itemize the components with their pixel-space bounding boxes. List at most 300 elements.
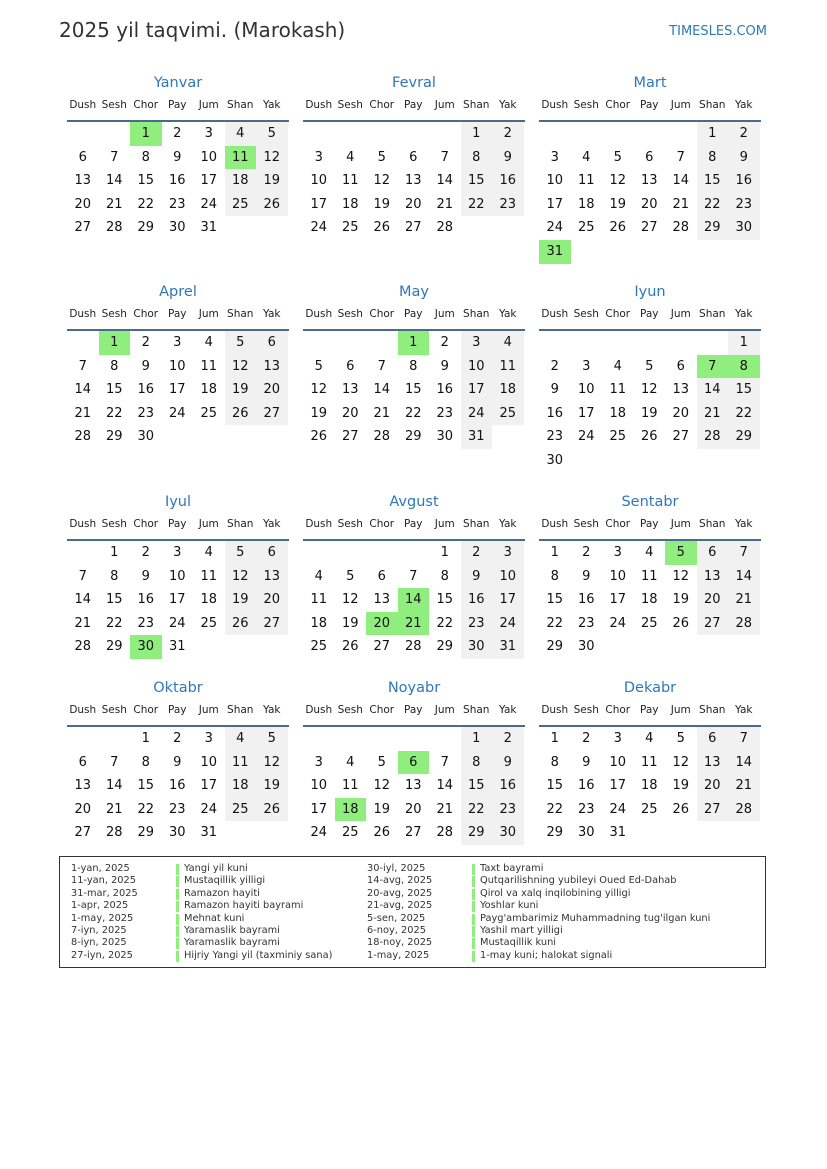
legend-color-marker — [176, 914, 179, 925]
week-row — [67, 798, 289, 822]
day-cell: 18 — [200, 592, 218, 608]
week-row — [67, 402, 289, 426]
day-cell: 10 — [200, 754, 218, 770]
day-cell: 30 — [168, 825, 186, 841]
day-cell: 14 — [373, 382, 391, 398]
day-cell: 9 — [141, 568, 150, 584]
day-cell: 8 — [440, 568, 449, 584]
weekday-label: Yak — [263, 99, 281, 111]
weekday-label: Sesh — [101, 518, 127, 530]
week-row — [67, 355, 289, 379]
day-cell: 17 — [492, 588, 524, 612]
day-cell: 2 — [461, 541, 493, 565]
day-cell: 23 — [168, 196, 186, 212]
day-cell: 26 — [256, 798, 288, 822]
empty-day-cell — [634, 331, 666, 355]
day-cell: 1 — [141, 731, 150, 746]
legend-color-marker — [176, 901, 179, 912]
day-cell: 19 — [225, 378, 257, 402]
empty-day-cell — [602, 240, 634, 264]
day-cell: 19 — [310, 405, 328, 421]
day-cell: 20 — [74, 196, 92, 212]
day-cell: 4 — [582, 149, 591, 165]
day-cell: 20 — [256, 588, 288, 612]
day-cell: 25 — [310, 639, 328, 655]
weekday-label: Pay — [167, 99, 187, 111]
day-cell: 13 — [341, 382, 359, 398]
day-cell: 25 — [341, 825, 359, 841]
day-cell: 11 — [341, 173, 359, 189]
day-cell: 12 — [225, 355, 257, 379]
day-cell: 14 — [697, 378, 729, 402]
weekday-label: Sesh — [337, 308, 363, 320]
weekday-header — [539, 701, 761, 727]
day-cell: 28 — [105, 825, 123, 841]
legend-holiday-name: Yaramaslik bayrami — [184, 924, 280, 936]
day-cell: 19 — [256, 169, 288, 193]
day-cell: 5 — [613, 149, 622, 165]
holiday-day-cell: 21 — [398, 612, 430, 636]
day-cell: 4 — [225, 727, 257, 751]
day-cell: 4 — [645, 545, 654, 560]
day-cell: 1 — [550, 731, 559, 746]
day-cell: 16 — [728, 169, 760, 193]
month-avgust — [303, 491, 525, 659]
day-cell: 9 — [582, 568, 591, 584]
weekday-label: Dush — [541, 704, 569, 716]
day-cell: 5 — [676, 731, 685, 746]
week-row — [539, 449, 761, 473]
day-cell: 3 — [613, 731, 622, 746]
legend-holiday-name: Ramazon hayiti bayrami — [184, 900, 304, 912]
day-cell: 10 — [168, 358, 186, 374]
day-cell: 5 — [645, 358, 654, 374]
holiday-day-cell: 30 — [130, 635, 162, 659]
day-cell: 23 — [492, 798, 524, 822]
empty-day-cell — [602, 635, 634, 659]
empty-day-cell — [256, 635, 288, 659]
weekday-header — [303, 96, 525, 122]
day-cell: 8 — [141, 754, 150, 770]
day-cell: 23 — [577, 801, 595, 817]
weekday-label: Jum — [670, 518, 691, 530]
day-cell: 27 — [404, 220, 422, 236]
holiday-day-cell: 6 — [398, 751, 430, 775]
empty-day-cell — [697, 331, 729, 355]
week-row — [67, 169, 289, 193]
day-cell: 4 — [492, 331, 524, 355]
day-cell: 11 — [310, 592, 328, 608]
legend-item — [71, 863, 332, 875]
day-cell: 10 — [546, 173, 564, 189]
empty-day-cell — [366, 541, 398, 565]
month-mart — [539, 72, 761, 264]
legend-holiday-name: Yashil mart yilligi — [480, 924, 563, 936]
day-cell: 30 — [168, 220, 186, 236]
day-cell: 16 — [168, 173, 186, 189]
day-cell: 6 — [78, 754, 87, 770]
day-cell: 9 — [728, 146, 760, 170]
legend-date: 1-yan, 2025 — [71, 863, 130, 874]
day-cell: 11 — [225, 751, 257, 775]
week-row — [67, 774, 289, 798]
day-cell: 9 — [173, 754, 182, 770]
day-cell: 12 — [373, 173, 391, 189]
empty-day-cell — [99, 122, 131, 146]
day-cell: 22 — [546, 801, 564, 817]
week-row — [303, 727, 525, 751]
empty-day-cell — [67, 727, 99, 751]
weekday-label: Jum — [434, 704, 455, 716]
weekday-label: Pay — [403, 518, 423, 530]
day-cell: 17 — [546, 196, 564, 212]
empty-day-cell — [697, 449, 729, 473]
day-cell: 7 — [440, 754, 449, 770]
day-cell: 23 — [728, 193, 760, 217]
legend-color-marker — [472, 864, 475, 875]
day-cell: 21 — [728, 588, 760, 612]
empty-day-cell — [256, 216, 288, 240]
day-cell: 25 — [640, 801, 658, 817]
empty-day-cell — [67, 331, 99, 355]
weekday-header — [303, 515, 525, 541]
day-cell: 24 — [310, 220, 328, 236]
weekday-label: Yak — [499, 99, 517, 111]
day-cell: 28 — [74, 639, 92, 655]
weekday-label: Chor — [369, 704, 395, 716]
day-cell: 22 — [697, 193, 729, 217]
day-cell: 6 — [256, 331, 288, 355]
legend-color-marker — [176, 889, 179, 900]
day-cell: 17 — [200, 778, 218, 794]
empty-day-cell — [634, 122, 666, 146]
holiday-day-cell: 8 — [728, 355, 760, 379]
day-cell: 6 — [697, 541, 729, 565]
day-cell: 28 — [728, 612, 760, 636]
empty-day-cell — [366, 122, 398, 146]
day-cell: 12 — [310, 382, 328, 398]
day-cell: 13 — [404, 778, 422, 794]
day-cell: 30 — [436, 429, 454, 445]
legend-holiday-name: Yangi yil kuni — [184, 863, 248, 874]
legend-holiday-name: Mustaqillik kuni — [480, 937, 557, 949]
weekday-label: Pay — [167, 518, 187, 530]
weekday-label: Chor — [133, 704, 159, 716]
legend-holiday-name: Qutqarilishning yubileyi Oued Ed-Dahab — [480, 875, 677, 887]
week-row — [67, 565, 289, 589]
day-cell: 15 — [105, 382, 123, 398]
day-cell: 21 — [672, 196, 690, 212]
day-cell: 10 — [577, 382, 595, 398]
month-iyul — [67, 491, 289, 659]
empty-day-cell — [335, 331, 367, 355]
weekday-label: Shan — [699, 99, 726, 111]
empty-day-cell — [602, 122, 634, 146]
day-cell: 17 — [577, 405, 595, 421]
empty-day-cell — [256, 425, 288, 449]
day-cell: 8 — [461, 146, 493, 170]
weekday-label: Sesh — [101, 308, 127, 320]
day-cell: 17 — [200, 173, 218, 189]
day-cell: 4 — [204, 545, 213, 560]
week-row — [539, 331, 761, 355]
day-cell: 20 — [672, 405, 690, 421]
day-cell: 21 — [436, 801, 454, 817]
day-cell: 2 — [728, 122, 760, 146]
empty-day-cell — [697, 635, 729, 659]
day-cell: 9 — [492, 751, 524, 775]
day-cell: 5 — [377, 754, 386, 770]
day-cell: 10 — [310, 173, 328, 189]
day-cell: 16 — [436, 382, 454, 398]
holiday-day-cell: 1 — [130, 122, 162, 146]
day-cell: 27 — [256, 612, 288, 636]
day-cell: 4 — [613, 358, 622, 374]
day-cell: 24 — [492, 612, 524, 636]
day-cell: 31 — [461, 425, 493, 449]
week-row — [67, 727, 289, 751]
day-cell: 6 — [78, 149, 87, 165]
weekday-label: Shan — [227, 308, 254, 320]
weekday-label: Pay — [639, 704, 659, 716]
day-cell: 28 — [74, 429, 92, 445]
day-cell: 27 — [404, 825, 422, 841]
day-cell: 10 — [609, 568, 627, 584]
day-cell: 20 — [697, 588, 729, 612]
day-cell: 15 — [137, 173, 155, 189]
week-row — [303, 612, 525, 636]
legend-date: 7-iyn, 2025 — [71, 924, 127, 936]
brand-link[interactable]: TIMESLES.COM — [669, 24, 767, 39]
day-cell: 5 — [225, 331, 257, 355]
day-cell: 28 — [404, 639, 422, 655]
day-cell: 24 — [200, 801, 218, 817]
day-cell: 5 — [256, 727, 288, 751]
weekday-label: Sesh — [337, 704, 363, 716]
day-cell: 2 — [141, 545, 150, 560]
day-cell: 24 — [609, 801, 627, 817]
day-cell: 14 — [728, 565, 760, 589]
day-cell: 22 — [436, 615, 454, 631]
day-cell: 20 — [74, 801, 92, 817]
empty-day-cell — [225, 635, 257, 659]
day-cell: 21 — [436, 196, 454, 212]
day-cell: 19 — [640, 405, 658, 421]
weekday-label: Sesh — [101, 99, 127, 111]
day-cell: 16 — [577, 778, 595, 794]
legend-date: 1-apr, 2025 — [71, 900, 129, 912]
week-row — [67, 635, 289, 659]
week-row — [67, 331, 289, 355]
day-cell: 24 — [577, 429, 595, 445]
day-cell: 26 — [373, 220, 391, 236]
day-cell: 28 — [728, 798, 760, 822]
day-cell: 23 — [168, 801, 186, 817]
week-row — [67, 378, 289, 402]
day-cell: 6 — [256, 541, 288, 565]
weekday-label: Yak — [499, 518, 517, 530]
holiday-legend — [59, 856, 766, 968]
week-row — [539, 122, 761, 146]
day-cell: 12 — [225, 565, 257, 589]
day-cell: 16 — [137, 592, 155, 608]
day-cell: 30 — [728, 216, 760, 240]
day-cell: 28 — [436, 220, 454, 236]
day-cell: 30 — [492, 821, 524, 845]
weekday-label: Yak — [735, 704, 753, 716]
day-cell: 8 — [550, 754, 559, 770]
weekday-label: Sesh — [573, 518, 599, 530]
day-cell: 7 — [78, 568, 87, 584]
day-cell: 28 — [373, 429, 391, 445]
legend-color-marker — [472, 901, 475, 912]
weekday-label: Dush — [305, 704, 333, 716]
day-cell: 19 — [373, 196, 391, 212]
weekday-label: Dush — [305, 99, 333, 111]
day-cell: 8 — [110, 568, 119, 584]
empty-day-cell — [728, 449, 760, 473]
empty-day-cell — [665, 331, 697, 355]
day-cell: 28 — [697, 425, 729, 449]
day-cell: 21 — [728, 774, 760, 798]
week-row — [539, 774, 761, 798]
day-cell: 13 — [256, 565, 288, 589]
empty-day-cell — [303, 541, 335, 565]
day-cell: 19 — [672, 778, 690, 794]
month-aprel — [67, 281, 289, 449]
day-cell: 25 — [225, 798, 257, 822]
legend-item — [71, 875, 332, 887]
day-cell: 29 — [697, 216, 729, 240]
day-cell: 29 — [105, 639, 123, 655]
day-cell: 5 — [256, 122, 288, 146]
day-cell: 7 — [728, 541, 760, 565]
day-cell: 27 — [74, 220, 92, 236]
legend-item — [367, 937, 710, 949]
day-cell: 16 — [168, 778, 186, 794]
weekday-header — [67, 96, 289, 122]
day-cell: 16 — [492, 169, 524, 193]
empty-day-cell — [665, 122, 697, 146]
day-cell: 16 — [546, 405, 564, 421]
day-cell: 1 — [728, 331, 760, 355]
weekday-label: Yak — [263, 308, 281, 320]
week-row — [539, 635, 761, 659]
day-cell: 18 — [640, 592, 658, 608]
day-cell: 19 — [672, 592, 690, 608]
weekday-label: Jum — [198, 308, 219, 320]
day-cell: 22 — [404, 405, 422, 421]
day-cell: 3 — [314, 754, 323, 770]
week-row — [67, 541, 289, 565]
day-cell: 1 — [461, 727, 493, 751]
day-cell: 5 — [314, 358, 323, 374]
day-cell: 15 — [461, 169, 493, 193]
weekday-header — [539, 305, 761, 331]
weekday-label: Yak — [499, 308, 517, 320]
empty-day-cell — [665, 240, 697, 264]
day-cell: 10 — [492, 565, 524, 589]
legend-holiday-name: Mustaqillik yilligi — [184, 875, 266, 887]
empty-day-cell — [665, 635, 697, 659]
week-row — [539, 821, 761, 845]
day-cell: 21 — [105, 196, 123, 212]
weekday-label: Chor — [369, 308, 395, 320]
day-cell: 14 — [105, 173, 123, 189]
day-cell: 19 — [609, 196, 627, 212]
day-cell: 6 — [346, 358, 355, 374]
empty-day-cell — [225, 821, 257, 845]
month-fevral — [303, 72, 525, 240]
weekday-label: Chor — [605, 704, 631, 716]
day-cell: 5 — [346, 568, 355, 584]
weekday-label: Shan — [463, 308, 490, 320]
week-row — [303, 355, 525, 379]
day-cell: 22 — [728, 402, 760, 426]
day-cell: 17 — [609, 778, 627, 794]
holiday-day-cell: 7 — [697, 355, 729, 379]
day-cell: 17 — [310, 801, 328, 817]
day-cell: 5 — [377, 149, 386, 165]
day-cell: 7 — [377, 358, 386, 374]
week-row — [303, 331, 525, 355]
weekday-label: Yak — [263, 704, 281, 716]
day-cell: 19 — [373, 801, 391, 817]
month-title: Dekabr — [623, 680, 677, 696]
day-cell: 13 — [74, 778, 92, 794]
day-cell: 15 — [697, 169, 729, 193]
legend-date: 1-may, 2025 — [71, 912, 134, 924]
weekday-label: Pay — [639, 99, 659, 111]
day-cell: 18 — [310, 615, 328, 631]
empty-day-cell — [634, 449, 666, 473]
week-row — [539, 216, 761, 240]
week-row — [539, 193, 761, 217]
legend-color-marker — [472, 876, 475, 887]
day-cell: 8 — [409, 358, 418, 374]
day-cell: 18 — [341, 196, 359, 212]
week-row — [303, 216, 525, 240]
week-row — [539, 146, 761, 170]
day-cell: 26 — [310, 429, 328, 445]
weekday-label: Dush — [69, 704, 97, 716]
month-iyun — [539, 281, 761, 473]
day-cell: 29 — [546, 639, 564, 655]
week-row — [539, 727, 761, 751]
day-cell: 13 — [74, 173, 92, 189]
day-cell: 20 — [341, 405, 359, 421]
day-cell: 2 — [173, 731, 182, 746]
day-cell: 23 — [137, 615, 155, 631]
day-cell: 13 — [672, 382, 690, 398]
day-cell: 29 — [105, 429, 123, 445]
day-cell: 13 — [640, 173, 658, 189]
weekday-label: Shan — [227, 518, 254, 530]
empty-day-cell — [728, 635, 760, 659]
week-row — [303, 565, 525, 589]
day-cell: 31 — [200, 825, 218, 841]
weekday-label: Shan — [463, 518, 490, 530]
day-cell: 10 — [609, 754, 627, 770]
day-cell: 29 — [728, 425, 760, 449]
weekday-label: Chor — [605, 518, 631, 530]
weekday-label: Shan — [699, 704, 726, 716]
legend-item — [367, 950, 710, 962]
day-cell: 21 — [74, 405, 92, 421]
weekday-label: Pay — [167, 308, 187, 320]
day-cell: 29 — [137, 825, 155, 841]
week-row — [67, 122, 289, 146]
